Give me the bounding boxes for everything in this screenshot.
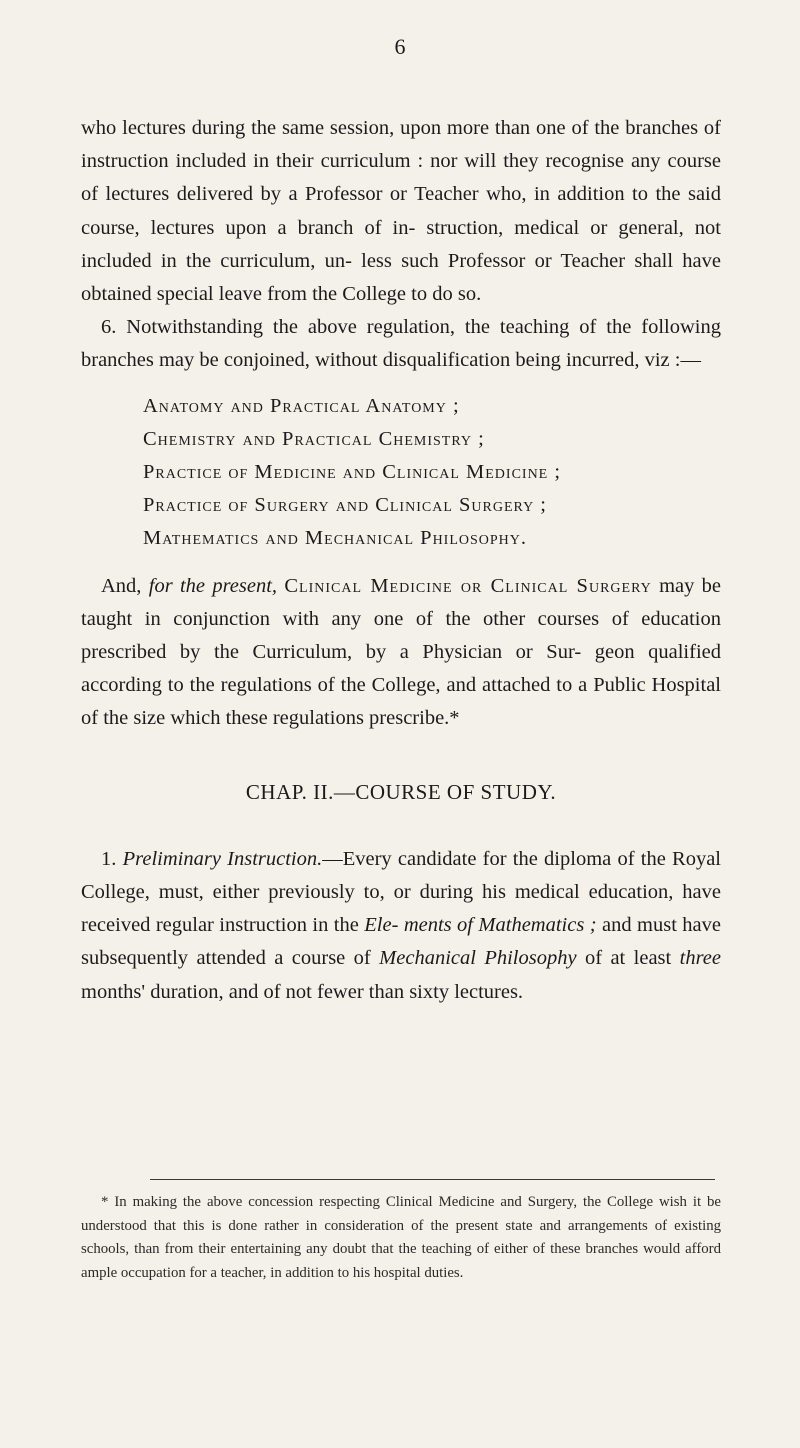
- conjoined-subjects-list: [143, 390, 721, 556]
- for-present-phrase: for the present,: [148, 574, 278, 597]
- and-word: And,: [101, 574, 142, 597]
- elements-of-mathematics: Ele- ments of Mathematics ;: [364, 914, 597, 937]
- section-1-text-b: and must have subsequently attended a course of: [81, 914, 722, 970]
- clinical-paragraph: [81, 570, 721, 736]
- section-1-text-d: months' duration, and of not fewer than sixty lectures.: [81, 980, 524, 1003]
- footnote: [81, 1191, 721, 1285]
- section-1-paragraph: [81, 843, 721, 1009]
- section-1-text-c: of at least: [584, 947, 672, 970]
- footnote-text: * In making the above concession respecting Clinical Medicine and Surgery, the College wish it be understood that this is done rather in consideration of the present state and arrangements of existing schools, than from their entertaining any doubt that the teaching of either of these branches would afford ample occupation for a teacher, in addition to his hospital duties.: [81, 1194, 721, 1281]
- subject-item: Chemistry and Practical Chemistry ;: [143, 427, 485, 450]
- subject-item: Anatomy and Practical Anatomy ;: [143, 394, 460, 417]
- chapter-heading: CHAP. II.—COURSE OF STUDY.: [245, 779, 557, 804]
- body-text: [81, 112, 721, 1009]
- clinical-subjects: Clinical Medicine or Clinical Surgery: [284, 574, 652, 597]
- section-1-text-a: —Every candidate for the diploma of the Royal College, must, either previously to, or during his medical education, have received regular instruction in the: [81, 847, 721, 937]
- clinical-rest: may be taught in conjunction with any one of the other courses of education prescribed by the Curriculum, by a Physician or Sur- geon qualified according to the regulations of the College, and attached to a Public Hospital of the size which these regulations prescribe.*: [81, 574, 722, 730]
- mechanical-philosophy: Mechanical Philosophy: [379, 947, 577, 970]
- section-6-paragraph: 6. Notwithstanding the above regulation, the teaching of the following branches may be conjoined, without disqualification being incurred, viz :—: [81, 316, 721, 372]
- subject-item: Practice of Surgery and Clinical Surgery ;: [143, 494, 547, 517]
- section-number: 1.: [101, 847, 117, 870]
- subject-item: Mathematics and Mechanical Philosophy.: [143, 527, 528, 550]
- section-title: Preliminary Instruction.: [122, 847, 323, 870]
- footnote-divider: [150, 1179, 715, 1180]
- three-word: three: [679, 947, 722, 970]
- subject-item: Practice of Medicine and Clinical Medicine ;: [143, 461, 562, 484]
- continuation-paragraph: who lectures during the same session, upon more than one of the branches of instruction included in their curriculum : nor will they recognise any course of lectures delivered by a Professor or Teacher who, in addition to the said course, lectures upon a branch of in- struction, medical or general, not included in the curriculum, un- less such Professor or Teacher shall have obtained special leave from the College to do so.: [81, 117, 721, 306]
- page-number: 6: [394, 34, 406, 59]
